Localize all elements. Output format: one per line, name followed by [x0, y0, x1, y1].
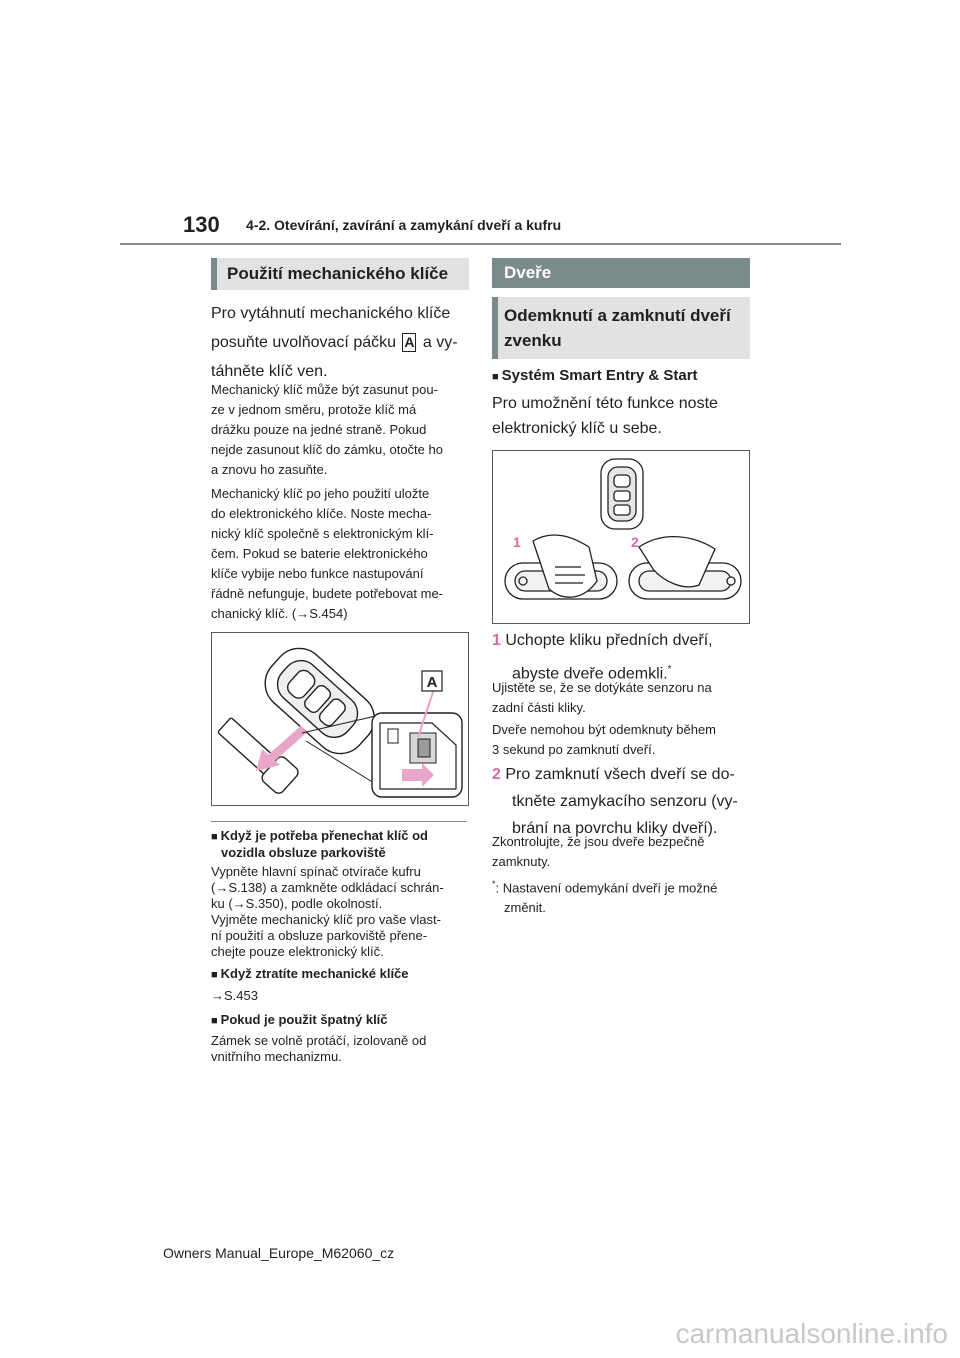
step-1-note-2: Dveře nemohou být odemknuty během 3 sekund po zamknutí dveří. — [492, 722, 717, 757]
divider — [211, 821, 467, 822]
section-heading-mechanical-key — [211, 258, 469, 290]
header-rule — [120, 243, 841, 245]
footer-manual-id: Owners Manual_Europe_M62060_cz — [163, 1245, 395, 1261]
subsection-body-lost-keys: →S.453 — [211, 988, 258, 1003]
subheading-unlock-lock: Odemknutí a zamknutí dveří zvenku — [492, 297, 750, 359]
figure-door-handles — [492, 450, 750, 624]
section-heading-text: Použití mechanického klíče — [227, 264, 449, 283]
door-handle-illustration — [493, 451, 749, 623]
release-lever-key-label: A — [404, 334, 415, 351]
lead-line-1: Pro vytáhnutí mechanického klíče — [211, 305, 451, 322]
step-1-note-1: Ujistěte se, že se dotýkáte senzoru na zadní části kliky. — [492, 680, 712, 715]
subsection-title-wrong-key: ■ Pokud je použit špatný klíč — [211, 1012, 388, 1029]
lead-line-3: táhněte klíč ven. — [211, 363, 328, 380]
section-heading-doors: Dveře — [492, 258, 750, 288]
left-lead — [211, 301, 481, 384]
left-paragraph-1: Mechanický klíč může být zasunut pou- ze v jednom směru, protože klíč má drážku pouze na jedné straně. Pokud nejde zasunout klíč do zámku, otočte ho a znovu ho zasuňte. — [211, 382, 443, 477]
key-fob-icon — [601, 459, 643, 529]
subsection-body-parking: Vypněte hlavní spínač otvírače kufru (→S.138) a zamkněte odkládací schrán- ku (→S.350), podle okolností. Vyjměte mechanický klíč pro vaše vlast- ní použití a obsluze parkoviště přene- chejte pouze elektronický klíč. — [211, 864, 444, 959]
step-1-number: 1 — [492, 632, 501, 649]
footnote: *: Nastavení odemykání dveří je možné změnit. — [492, 879, 718, 916]
watermark: carmanualsonline.info — [675, 1318, 948, 1349]
step-2-number: 2 — [492, 766, 501, 783]
figure-label-1: 1 — [513, 534, 521, 550]
figure-label-2: 2 — [631, 534, 639, 550]
page-number: 130 — [183, 212, 220, 237]
step-2: 2 Pro zamknutí všech dveří se do- tkněte zamykacího senzoru (vy- brání na povrchu kliky dveří). — [492, 766, 738, 837]
subsection-body-wrong-key: Zámek se volně protáčí, izolovaně od vnitřního mechanizmu. — [211, 1033, 427, 1064]
right-lead: Pro umožnění této funkce noste elektronický klíč u sebe. — [492, 395, 718, 437]
key-release-illustration — [212, 633, 468, 805]
subsection-title-lost-keys: ■ Když ztratíte mechanické klíče — [211, 966, 409, 983]
system-title: ■ Systém Smart Entry & Start — [492, 367, 698, 384]
figure-mechanical-key — [211, 632, 469, 806]
left-paragraph-2: Mechanický klíč po jeho použití uložte do elektronického klíče. Noste mecha- nický klíč společně s elektronickým klí- čem. Pokud se baterie elektronického klíče vybije nebo funkce nastupování řádně nefunguje, budete potřebovat me- chanický klíč. (→S.454) — [211, 486, 444, 621]
subsection-title-parking: ■ Když je potřeba přenechat klíč od vozidla obsluze parkoviště — [211, 828, 481, 861]
step-2-note: Zkontrolujte, že jsou dveře bezpečně zamknuty. — [492, 834, 705, 869]
step-1: 1 Uchopte kliku předních dveří, abyste dveře odemkli.* — [492, 632, 713, 683]
lead-line-2: posuňte uvolňovací páčku A a vy- — [211, 334, 458, 351]
figure-label-a: A — [426, 674, 438, 691]
chapter-title: 4-2. Otevírání, zavírání a zamykání dveří a kufru — [246, 217, 562, 233]
